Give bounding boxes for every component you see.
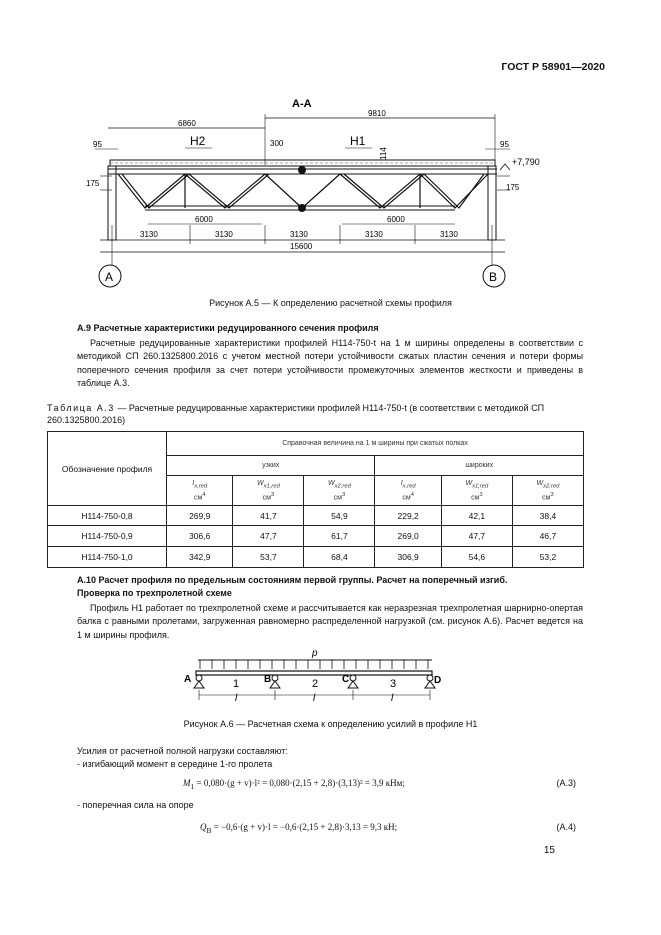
- dim-95-right: 95: [500, 140, 509, 149]
- sub-header-cell: $I_{x,red}$ $см^4$: [375, 476, 441, 506]
- figure-a5-truss: [85, 92, 540, 292]
- sub-header-cell: $W_{x2,red}$ $см^3$: [304, 476, 375, 506]
- dim-9810: 9810: [368, 109, 386, 118]
- formula-a4: $Q_B = -0,6\cdot(g + v)\cdot l = -0,6\cdot(2,15 + 2,8)\cdot 3,13 = 9,3$ кН;: [200, 822, 398, 835]
- table-row: Н114-750-0,9 306,6 47,7 61,7 269,0 47,7 46,7: [48, 526, 584, 547]
- dim-3130-4: 3130: [365, 230, 383, 239]
- dim-6000-left: 6000: [195, 215, 213, 224]
- sub-header-cell: $W_{x2,red}$ $см^3$: [512, 476, 583, 506]
- section-a9-paragraph: Расчетные редуцированные характеристики профилей Н114-750-t на 1 м ширины определены в соответствии с методикой СП 260.1325800.2016 с учетом местной потери устойчивости сжатых пластин сечения и потери формы поперечного сечения профиля за счет потери устойчивости промежуточных элементов жесткости и приведены в таблице А.3.: [77, 338, 583, 389]
- label-h1: Н1: [350, 134, 366, 148]
- dim-3130-2: 3130: [215, 230, 233, 239]
- label-h2: Н2: [190, 134, 206, 148]
- page-number: 15: [543, 845, 555, 856]
- figure-a6-beam: [175, 645, 455, 707]
- table-row: Н114-750-0,8 269,9 41,7 54,9 229,2 42,1 38,4: [48, 506, 584, 526]
- span-len-3: l: [391, 693, 394, 704]
- section-a10-heading-1: А.10 Расчет профиля по предельным состояниям первой группы. Расчет на поперечный изгиб.: [77, 575, 508, 585]
- figure-a6-caption: Рисунок А.6 — Расчетная схема к определению усилий в профиле Н1: [183, 719, 478, 729]
- dim-300: 300: [270, 139, 284, 148]
- support-c: C: [342, 674, 350, 685]
- axis-a: А: [105, 270, 114, 284]
- doc-code: ГОСТ Р 58901—2020: [501, 61, 605, 73]
- section-a10-paragraph: Профиль Н1 работает по трехпролетной схеме и рассчитывается как неразрезная трехпролетная шарнирно-опертая балка с равными пролетами, загруженная равномерно распределенной нагрузкой (см. рисунок А.6). Расчет ведется на 1 м ширины профиля.: [77, 603, 583, 640]
- load-arrows: [200, 660, 428, 669]
- span-2: 2: [312, 678, 319, 690]
- section-a9-heading: А.9 Расчетные характеристики редуцированного сечения профиля: [77, 323, 379, 333]
- support-a: A: [184, 674, 192, 685]
- table-a3: [47, 431, 584, 568]
- formula-a4-number: (А.4): [556, 822, 576, 832]
- forces-item-1: - изгибающий момент в середине 1-го пролета: [77, 759, 273, 769]
- dim-6860: 6860: [178, 119, 196, 128]
- table-row: Н114-750-1,0 342,9 53,7 68,4 306,9 54,6 53,2: [48, 547, 584, 568]
- dim-3130-1: 3130: [140, 230, 158, 239]
- load-label: p: [312, 648, 318, 659]
- elevation: +7,790: [512, 157, 540, 167]
- axis-b: В: [489, 270, 498, 284]
- section-a10-heading-2: Проверка по трехпролетной схеме: [77, 588, 232, 598]
- dim-15600: 15600: [290, 242, 313, 251]
- dim-3130-5: 3130: [440, 230, 458, 239]
- col-wide: широких: [375, 456, 584, 476]
- dim-6000-right: 6000: [387, 215, 405, 224]
- dim-114: 114: [379, 147, 388, 160]
- formula-a3-number: (А.3): [556, 778, 576, 788]
- dim-175-right: 175: [506, 183, 520, 192]
- sub-header-cell: $W_{x1,red}$ $см^3$: [233, 476, 304, 506]
- table-a3-caption: Таблица А.3 — Расчетные редуцированные характеристики профилей Н114-750-t (в соответствии с методикой СП 260.1325800.2016): [47, 403, 545, 425]
- col-group: Справочная величина на 1 м ширины при сжатых полках: [167, 432, 584, 456]
- col-profile: Обозначение профиля: [48, 432, 167, 506]
- span-3: 3: [390, 678, 397, 690]
- span-len-2: l: [313, 693, 316, 704]
- forces-intro: Усилия от расчетной полной нагрузки составляют:: [77, 746, 288, 756]
- span-1: 1: [233, 678, 240, 690]
- dim-175-left: 175: [86, 179, 100, 188]
- formula-a3: $M_1 = 0,080\cdot(g + v)\cdot l^2 = 0,080\cdot(2,15 + 2,8)\cdot(3,13)^2 = 3,9$ кНм;: [183, 778, 405, 791]
- dim-95-left: 95: [93, 140, 102, 149]
- figure-a5-caption: Рисунок А.5 — К определению расчетной схемы профиля: [209, 298, 452, 308]
- dim-3130-3: 3130: [290, 230, 308, 239]
- support-b: B: [264, 674, 272, 685]
- sub-header-cell: $I_{x,red}$ $см^4$: [167, 476, 233, 506]
- span-len-1: l: [235, 693, 238, 704]
- sub-header-cell: $W_{x1,red}$ $см^3$: [441, 476, 512, 506]
- support-d: D: [434, 675, 442, 686]
- section-label: А-А: [292, 98, 312, 110]
- col-narrow: узких: [167, 456, 375, 476]
- forces-item-2: - поперечная сила на опоре: [77, 800, 194, 810]
